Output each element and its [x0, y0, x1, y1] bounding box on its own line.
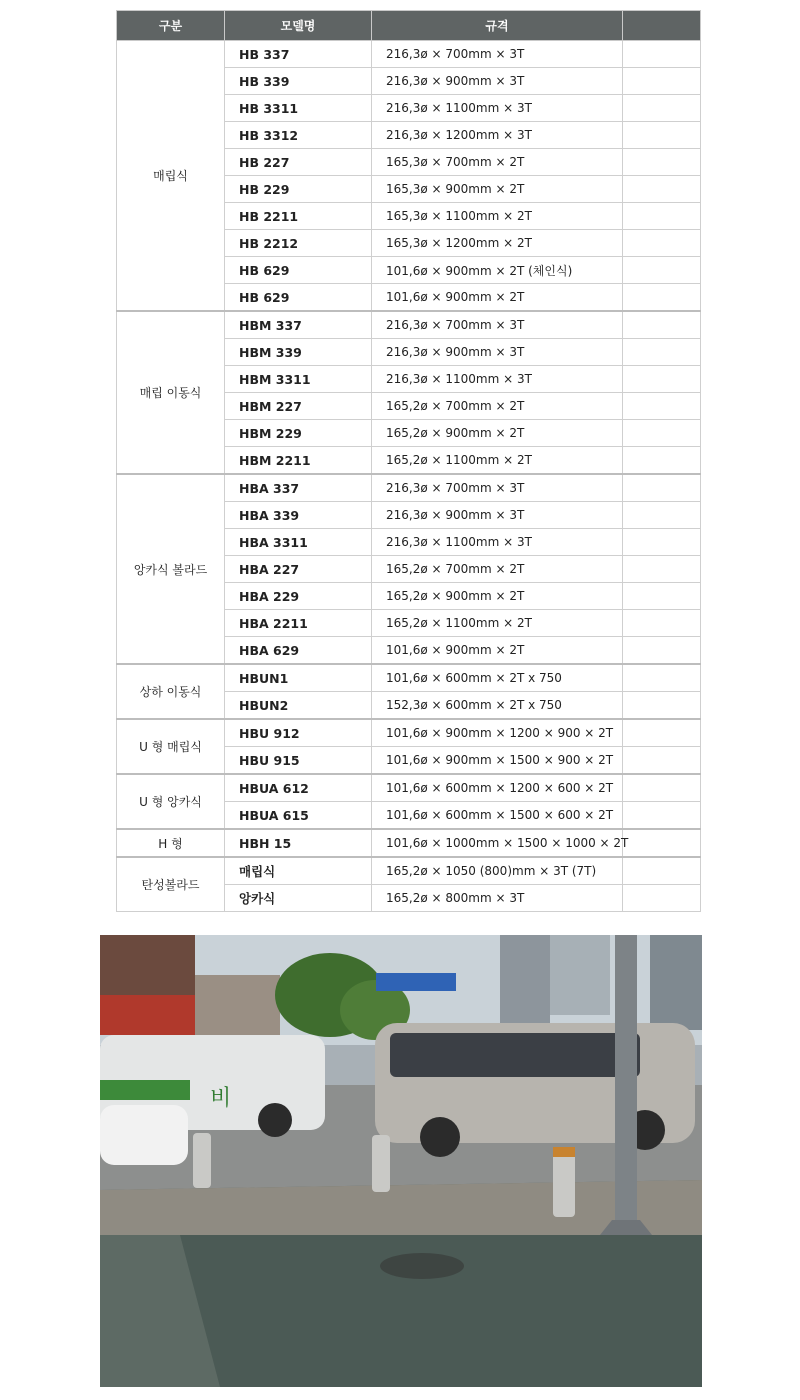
model-cell: HBUA 615	[225, 802, 372, 830]
extra-cell	[623, 857, 701, 885]
extra-cell	[623, 68, 701, 95]
extra-cell	[623, 829, 701, 857]
model-cell: HB 337	[225, 41, 372, 68]
spec-cell: 101,6ø × 900mm × 1500 × 900 × 2T	[372, 747, 623, 775]
extra-cell	[623, 339, 701, 366]
extra-cell	[623, 122, 701, 149]
table-row	[117, 857, 701, 885]
spec-cell: 216,3ø × 1100mm × 3T	[372, 529, 623, 556]
extra-cell	[623, 474, 701, 502]
table-row	[117, 664, 701, 692]
extra-cell	[623, 802, 701, 830]
category-cell: 상하 이동식	[117, 664, 225, 719]
spec-cell: 101,6ø × 600mm × 2T x 750	[372, 664, 623, 692]
extra-cell	[623, 583, 701, 610]
model-cell: HB 2211	[225, 203, 372, 230]
spec-cell: 101,6ø × 1000mm × 1500 × 1000 × 2T	[372, 829, 623, 857]
spec-cell: 216,3ø × 900mm × 3T	[372, 502, 623, 529]
model-cell: HB 2212	[225, 230, 372, 257]
model-cell: HB 629	[225, 257, 372, 284]
extra-cell	[623, 393, 701, 420]
header-category: 구분	[117, 11, 225, 41]
street-bollard-photo	[100, 935, 702, 1387]
spec-cell: 101,6ø × 900mm × 1200 × 900 × 2T	[372, 719, 623, 747]
extra-cell	[623, 257, 701, 284]
spec-cell: 165,3ø × 700mm × 2T	[372, 149, 623, 176]
spec-cell: 165,2ø × 700mm × 2T	[372, 393, 623, 420]
spec-cell: 152,3ø × 600mm × 2T x 750	[372, 692, 623, 720]
model-cell: HBA 339	[225, 502, 372, 529]
model-cell: HBA 2211	[225, 610, 372, 637]
model-cell: HBA 229	[225, 583, 372, 610]
spec-cell: 165,2ø × 1050 (800)mm × 3T (7T)	[372, 857, 623, 885]
extra-cell	[623, 366, 701, 393]
model-cell: HBM 337	[225, 311, 372, 339]
category-cell: 매립식	[117, 41, 225, 312]
model-cell: HBU 912	[225, 719, 372, 747]
street-photo-illustration	[100, 935, 702, 1387]
extra-cell	[623, 311, 701, 339]
table-body	[117, 41, 701, 912]
table-row	[117, 41, 701, 68]
category-cell: 앙카식 볼라드	[117, 474, 225, 664]
extra-cell	[623, 747, 701, 775]
spec-cell: 165,2ø × 900mm × 2T	[372, 583, 623, 610]
table-row	[117, 829, 701, 857]
model-cell: HBM 2211	[225, 447, 372, 475]
extra-cell	[623, 719, 701, 747]
spec-table	[116, 10, 701, 912]
model-cell: HB 3312	[225, 122, 372, 149]
extra-cell	[623, 176, 701, 203]
model-cell: HBA 3311	[225, 529, 372, 556]
category-cell: 매립 이동식	[117, 311, 225, 474]
table-row	[117, 774, 701, 802]
model-cell: HBA 227	[225, 556, 372, 583]
spec-cell: 165,2ø × 1100mm × 2T	[372, 610, 623, 637]
model-cell: HBA 629	[225, 637, 372, 665]
model-cell: HBM 229	[225, 420, 372, 447]
spec-cell: 101,6ø × 900mm × 2T	[372, 284, 623, 312]
spec-cell: 216,3ø × 900mm × 3T	[372, 339, 623, 366]
extra-cell	[623, 529, 701, 556]
extra-cell	[623, 447, 701, 475]
extra-cell	[623, 692, 701, 720]
spec-cell: 101,6ø × 600mm × 1200 × 600 × 2T	[372, 774, 623, 802]
spec-cell: 216,3ø × 900mm × 3T	[372, 68, 623, 95]
extra-cell	[623, 885, 701, 912]
model-cell: HBM 339	[225, 339, 372, 366]
extra-cell	[623, 420, 701, 447]
spec-cell: 165,2ø × 1100mm × 2T	[372, 447, 623, 475]
spec-cell: 101,6ø × 900mm × 2T	[372, 637, 623, 665]
table-row	[117, 311, 701, 339]
header-model: 모델명	[225, 11, 372, 41]
model-cell: HB 339	[225, 68, 372, 95]
model-cell: HBUA 612	[225, 774, 372, 802]
extra-cell	[623, 41, 701, 68]
spec-cell: 165,3ø × 900mm × 2T	[372, 176, 623, 203]
model-cell: HB 629	[225, 284, 372, 312]
spec-cell: 165,2ø × 800mm × 3T	[372, 885, 623, 912]
extra-cell	[623, 774, 701, 802]
extra-cell	[623, 664, 701, 692]
spec-cell: 216,3ø × 1100mm × 3T	[372, 95, 623, 122]
spec-cell: 101,6ø × 900mm × 2T (체인식)	[372, 257, 623, 284]
extra-cell	[623, 637, 701, 665]
category-cell: U 형 앙카식	[117, 774, 225, 829]
extra-cell	[623, 284, 701, 312]
spec-cell: 165,2ø × 700mm × 2T	[372, 556, 623, 583]
table-header-row	[117, 11, 701, 41]
model-cell: HB 229	[225, 176, 372, 203]
model-cell: HBU 915	[225, 747, 372, 775]
model-cell: HBM 3311	[225, 366, 372, 393]
model-cell: HBUN1	[225, 664, 372, 692]
spec-cell: 216,3ø × 1100mm × 3T	[372, 366, 623, 393]
table-row	[117, 719, 701, 747]
table-row	[117, 474, 701, 502]
spec-cell: 216,3ø × 700mm × 3T	[372, 41, 623, 68]
extra-cell	[623, 502, 701, 529]
header-spec: 규격	[372, 11, 623, 41]
model-cell: HBH 15	[225, 829, 372, 857]
spec-cell: 216,3ø × 700mm × 3T	[372, 311, 623, 339]
van-sign-text: 비	[210, 1086, 232, 1111]
extra-cell	[623, 203, 701, 230]
model-cell: HB 227	[225, 149, 372, 176]
spec-cell: 101,6ø × 600mm × 1500 × 600 × 2T	[372, 802, 623, 830]
extra-cell	[623, 556, 701, 583]
extra-cell	[623, 610, 701, 637]
model-cell: HBA 337	[225, 474, 372, 502]
spec-cell: 165,2ø × 900mm × 2T	[372, 420, 623, 447]
extra-cell	[623, 149, 701, 176]
extra-cell	[623, 230, 701, 257]
model-cell: HBM 227	[225, 393, 372, 420]
model-cell: 매립식	[225, 857, 372, 885]
category-cell: 탄성볼라드	[117, 857, 225, 912]
spec-cell: 165,3ø × 1100mm × 2T	[372, 203, 623, 230]
spec-cell: 216,3ø × 1200mm × 3T	[372, 122, 623, 149]
model-cell: HB 3311	[225, 95, 372, 122]
spec-cell: 165,3ø × 1200mm × 2T	[372, 230, 623, 257]
model-cell: HBUN2	[225, 692, 372, 720]
header-extra	[623, 11, 701, 41]
category-cell: U 형 매립식	[117, 719, 225, 774]
extra-cell	[623, 95, 701, 122]
category-cell: H 형	[117, 829, 225, 857]
model-cell: 앙카식	[225, 885, 372, 912]
spec-cell: 216,3ø × 700mm × 3T	[372, 474, 623, 502]
